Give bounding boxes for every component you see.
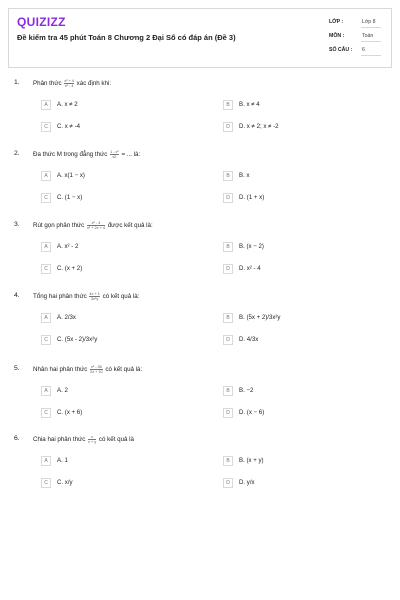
option-b[interactable] [223, 242, 398, 254]
option-text: A. x ≠ 2 [57, 101, 78, 108]
question-text [33, 365, 142, 374]
meta-label: MÔN : [329, 33, 345, 39]
option-a[interactable] [41, 456, 216, 468]
question-text [33, 435, 134, 444]
option-letter: C [41, 264, 51, 274]
option-letter: C [41, 193, 51, 203]
question-text [33, 150, 140, 159]
question-suffix: = ... là: [121, 151, 141, 159]
meta-underline [361, 41, 381, 42]
option-b[interactable] [223, 386, 398, 398]
question-suffix: có kết quả là [98, 436, 134, 444]
question-5 [8, 365, 392, 429]
question-suffix: xác định khi: [76, 80, 112, 88]
question-prefix: Rút gọn phân thức [33, 222, 85, 230]
option-letter: B [223, 100, 233, 110]
meta-row-subject [329, 31, 381, 45]
fraction-denominator: x2 [110, 154, 119, 159]
worksheet-header [8, 8, 392, 68]
question-text [33, 79, 111, 88]
option-c[interactable] [41, 122, 216, 134]
option-d[interactable] [223, 264, 398, 276]
option-b[interactable] [223, 456, 398, 468]
fraction-denominator: x² + 2x + 4 [87, 226, 105, 230]
option-d[interactable] [223, 122, 398, 134]
fraction-numerator: x [91, 435, 94, 439]
question-number: 4. [14, 292, 20, 299]
option-letter: C [41, 122, 51, 132]
option-text: B. (5x + 2)/3x²y [239, 314, 281, 321]
question-3 [8, 221, 392, 285]
meta-row-count [329, 45, 381, 59]
question-number: 2. [14, 150, 20, 157]
question-number: 1. [14, 79, 20, 86]
option-text: D. (x − 6) [239, 409, 265, 416]
meta-value: Lớp 8 [362, 19, 376, 25]
quizizz-logo: QUIZIZZ [17, 15, 66, 29]
question-1 [8, 79, 392, 143]
fraction-numerator: x² - 4 [91, 221, 101, 225]
question-prefix: Chia hai phân thức [33, 436, 86, 444]
meta-value: 6 [362, 47, 365, 53]
option-text: C. (x + 6) [57, 409, 83, 416]
option-a[interactable] [41, 171, 216, 183]
option-text: A. x² - 2 [57, 243, 79, 250]
option-letter: B [223, 313, 233, 323]
question-suffix: có kết quả là: [105, 366, 143, 374]
option-letter: C [41, 408, 51, 418]
meta-value: Toán [362, 33, 374, 39]
fraction-denominator: x + y [88, 440, 97, 444]
option-text: B. x ≠ 4 [239, 101, 260, 108]
option-text: A. x(1 − x) [57, 172, 85, 179]
option-text: D. (1 + x) [239, 194, 265, 201]
question-text [33, 221, 153, 230]
option-text: B. (x + y) [239, 457, 264, 464]
question-suffix: có kết quả là: [102, 293, 140, 301]
question-fraction [87, 435, 97, 444]
option-letter: B [223, 386, 233, 396]
option-text: B. −2 [239, 387, 254, 394]
question-fraction [63, 79, 75, 88]
option-a[interactable] [41, 313, 216, 325]
fraction-denominator: x² - 4 [64, 84, 74, 88]
option-text: C. x ≠ -4 [57, 123, 80, 130]
fraction-denominator: 3x²y [91, 297, 99, 301]
worksheet-title: Đề kiểm tra 45 phút Toán 8 Chương 2 Đại Số có đáp án (Đề 3) [17, 33, 236, 42]
option-c[interactable] [41, 478, 216, 490]
option-d[interactable] [223, 335, 398, 347]
option-text: C. (1 − x) [57, 194, 83, 201]
question-prefix: Đa thức M trong đẳng thức [33, 151, 108, 159]
option-letter: B [223, 242, 233, 252]
worksheet-meta [329, 17, 381, 59]
option-text: D. x ≠ 2; x ≠ -2 [239, 123, 279, 130]
option-letter: D [223, 408, 233, 418]
fraction-numerator: 4x + 1 [89, 292, 100, 296]
option-letter: C [41, 335, 51, 345]
fraction-numerator: 1 - x² [110, 150, 119, 154]
option-c[interactable] [41, 408, 216, 420]
question-prefix: Phân thức [33, 80, 62, 88]
question-fraction [88, 292, 100, 301]
meta-underline [361, 55, 381, 56]
question-number: 5. [14, 365, 20, 372]
question-suffix: được kết quả là: [107, 222, 153, 230]
question-text [33, 292, 139, 301]
option-d[interactable] [223, 478, 398, 490]
option-c[interactable] [41, 335, 216, 347]
option-d[interactable] [223, 408, 398, 420]
option-letter: B [223, 456, 233, 466]
option-b[interactable] [223, 100, 398, 112]
option-text: B. (x − 2) [239, 243, 264, 250]
question-2 [8, 150, 392, 214]
question-number: 3. [14, 221, 20, 228]
option-letter: D [223, 122, 233, 132]
option-c[interactable] [41, 193, 216, 205]
option-letter: D [223, 478, 233, 488]
option-letter: A [41, 100, 51, 110]
option-letter: A [41, 171, 51, 181]
meta-label: SỐ CÂU : [329, 47, 353, 53]
option-text: D. x² - 4 [239, 265, 261, 272]
option-text: A. 2 [57, 387, 68, 394]
option-letter: A [41, 313, 51, 323]
option-text: C. (x + 2) [57, 265, 83, 272]
option-b[interactable] [223, 171, 398, 183]
option-text: C. x/y [57, 479, 73, 486]
option-c[interactable] [41, 264, 216, 276]
fraction-denominator: 2x + 10 [90, 370, 103, 374]
option-a[interactable] [41, 386, 216, 398]
option-text: A. 1 [57, 457, 68, 464]
option-b[interactable] [223, 313, 398, 325]
option-d[interactable] [223, 193, 398, 205]
fraction-numerator: x² - 36 [91, 365, 102, 369]
option-text: C. (5x - 2)/3x²y [57, 336, 98, 343]
option-letter: A [41, 242, 51, 252]
meta-row-class [329, 17, 381, 31]
option-letter: C [41, 478, 51, 488]
option-letter: A [41, 456, 51, 466]
option-letter: D [223, 193, 233, 203]
option-letter: B [223, 171, 233, 181]
option-letter: D [223, 264, 233, 274]
question-number: 6. [14, 435, 20, 442]
option-a[interactable] [41, 100, 216, 112]
option-text: A. 2/3x [57, 314, 76, 321]
meta-underline [361, 27, 381, 28]
question-6 [8, 435, 392, 499]
option-letter: A [41, 386, 51, 396]
option-letter: D [223, 335, 233, 345]
fraction-numerator: x² + 4 [64, 79, 74, 83]
question-fraction [86, 221, 106, 230]
question-prefix: Nhân hai phân thức [33, 366, 88, 374]
question-prefix: Tổng hai phân thức [33, 293, 87, 301]
question-4 [8, 292, 392, 356]
question-fraction [89, 365, 104, 374]
option-text: D. y/x [239, 479, 255, 486]
option-text: D. 4/3x [239, 336, 259, 343]
option-text: B. x [239, 172, 250, 179]
option-a[interactable] [41, 242, 216, 254]
meta-label: LỚP : [329, 19, 344, 25]
question-fraction [109, 150, 120, 159]
